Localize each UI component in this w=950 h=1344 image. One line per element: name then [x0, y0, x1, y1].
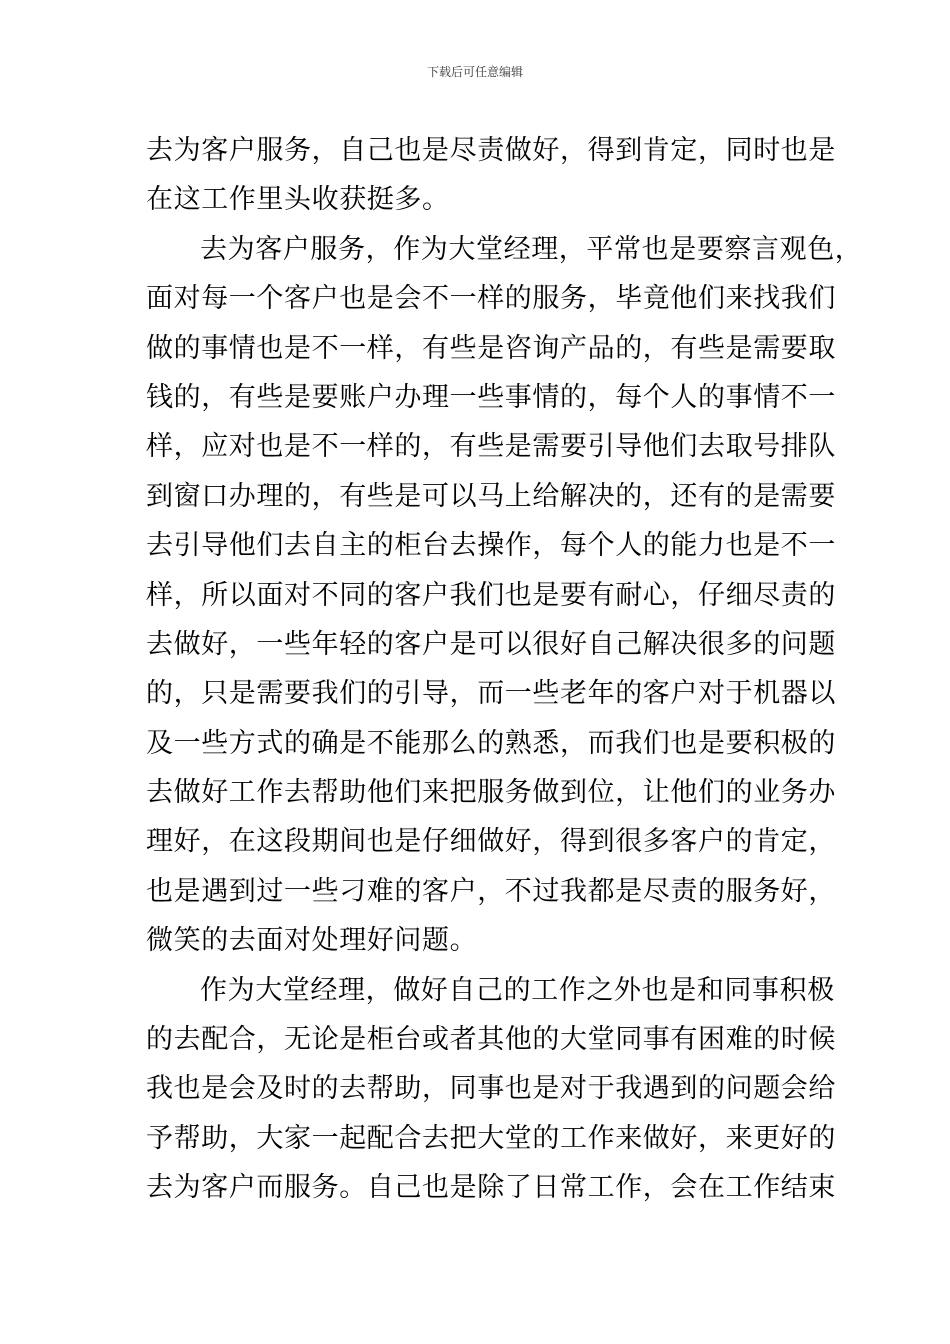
- paragraph-start-line: 作为大堂经理，做好自己的工作之外也是和同事积极: [200, 974, 835, 1006]
- text-line: 钱的，有些是要账户办理一些事情的，每个人的事情不一: [146, 381, 836, 413]
- text-line: 的去配合，无论是柜台或者其他的大堂同事有困难的时候: [146, 1024, 836, 1056]
- document-body: [146, 126, 863, 1213]
- text-line: 到窗口办理的，有些是可以马上给解决的，还有的是需要: [146, 480, 836, 512]
- text-line: 做的事情也是不一样，有些是咨询产品的，有些是需要取: [146, 332, 836, 364]
- paragraph-start-line: 去为客户服务，作为大堂经理，平常也是要察言观色，: [200, 233, 863, 265]
- text-line: 样，应对也是不一样的，有些是需要引导他们去取号排队: [146, 431, 836, 463]
- text-line: 样，所以面对不同的客户我们也是要有耐心，仔细尽责的: [146, 579, 836, 611]
- text-line: 面对每一个客户也是会不一样的服务，毕竟他们来找我们: [146, 283, 836, 315]
- text-line: 理好，在这段期间也是仔细做好，得到很多客户的肯定，: [146, 826, 836, 858]
- text-line: 去做好工作去帮助他们来把服务做到位，让他们的业务办: [146, 777, 836, 809]
- text-line: 去为客户而服务。自己也是除了日常工作，会在工作结束: [146, 1172, 836, 1204]
- text-line: 我也是会及时的去帮助，同事也是对于我遇到的问题会给: [146, 1073, 836, 1105]
- text-line: 予帮助，大家一起配合去把大堂的工作来做好，来更好的: [146, 1122, 836, 1154]
- text-line: 也是遇到过一些刁难的客户，不过我都是尽责的服务好，: [146, 875, 836, 907]
- page-header-note: 下载后可任意编辑: [426, 65, 523, 79]
- text-line: 去做好，一些年轻的客户是可以很好自己解决很多的问题: [146, 628, 836, 660]
- text-line: 及一些方式的确是不能那么的熟悉，而我们也是要积极的: [146, 727, 836, 759]
- text-line: 去为客户服务，自己也是尽责做好，得到肯定，同时也是: [146, 135, 836, 166]
- text-line: 去引导他们去自主的柜台去操作，每个人的能力也是不一: [146, 530, 836, 562]
- text-line: 在这工作里头收获挺多。: [146, 184, 450, 216]
- text-line: 的，只是需要我们的引导，而一些老年的客户对于机器以: [146, 678, 836, 710]
- text-line: 微笑的去面对处理好问题。: [146, 925, 478, 957]
